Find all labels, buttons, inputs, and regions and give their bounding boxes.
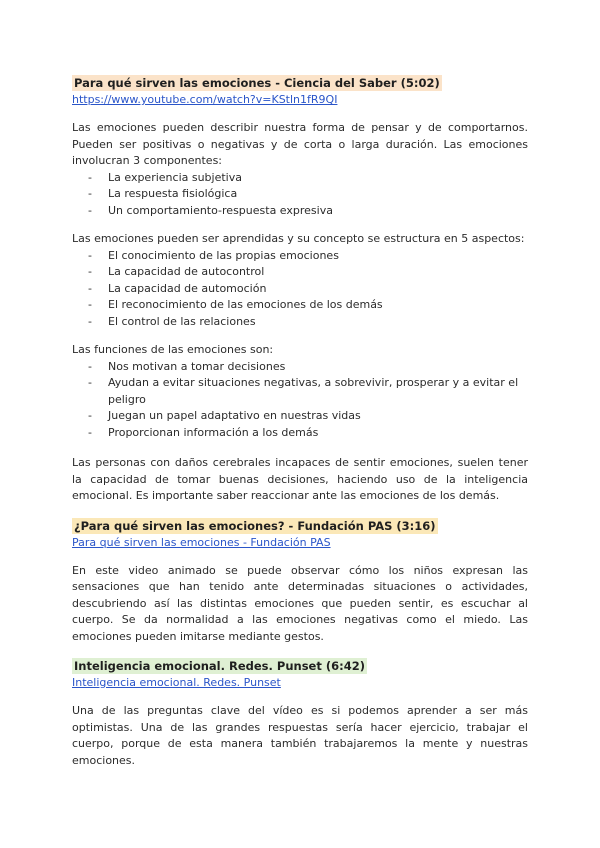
paragraph: En este video animado se puede observar cómo los niños expresan las sensaciones que han tenido ante determinadas situaciones o actividades, descubriendo así las distintas emociones que pueden sentir, es escuchar al cuerpo. Se da normalidad a las emociones negativas como el miedo. Las emociones pueden imitarse mediante gestos. <box>72 563 528 643</box>
section-redes-punset <box>72 655 528 769</box>
aspects-list <box>72 248 528 331</box>
list-item: - El reconocimiento de las emociones de los demás <box>88 298 383 311</box>
functions-list <box>72 359 528 442</box>
list-item: - Juegan un papel adaptativo en nuestras vidas <box>88 409 361 422</box>
list-item: - La experiencia subjetiva <box>88 170 242 184</box>
paragraph: Las personas con daños cerebrales incapaces de sentir emociones, suelen tener la capacidad de tomar buenas decisiones, haciendo uso de la inteligencia emocional. Es importante saber reaccionar ante las emociones de los demás. <box>72 456 528 502</box>
paragraph: Las emociones pueden describir nuestra forma de pensar y de comportarnos. Pueden ser positivas o negativas y de corta o larga duración. Las emociones involucran 3 componentes: <box>72 121 528 167</box>
section-fundacion-pas <box>72 515 528 646</box>
paragraph: Una de las preguntas clave del vídeo es si podemos aprender a ser más optimistas. Una de las grandes respuestas sería hacer ejercicio, trabajar el cuerpo, porque de esta manera también trabajaremos la mente y nuestras emociones. <box>72 704 528 767</box>
section-ciencia-del-saber <box>72 72 528 505</box>
list-item: - El control de las relaciones <box>88 314 256 328</box>
list-item: - Proporcionan información a los demás <box>88 425 319 439</box>
paragraph: Las funciones de las emociones son: <box>72 343 274 356</box>
paragraph: Las emociones pueden ser aprendidas y su concepto se estructura en 5 aspectos: <box>72 232 525 245</box>
section-title: Inteligencia emocional. Redes. Punset (6:42) <box>74 659 365 673</box>
list-item: - Nos motivan a tomar decisiones <box>88 359 286 373</box>
list-item: - El conocimiento de las propias emociones <box>88 248 339 262</box>
list-item: - La capacidad de automoción <box>88 281 267 295</box>
components-list <box>72 170 528 220</box>
list-item: - La respuesta fisiológica <box>88 187 238 200</box>
list-item: - Un comportamiento-respuesta expresiva <box>88 203 333 217</box>
section-title: Para qué sirven las emociones - Ciencia del Saber (5:02) <box>74 76 440 90</box>
list-item: - Ayudan a evitar situaciones negativas, a sobrevivir, prosperar y a evitar el peligro <box>88 376 519 406</box>
video-link[interactable]: Inteligencia emocional. Redes. Punset <box>72 676 281 689</box>
video-link[interactable]: https://www.youtube.com/watch?v=KStln1fR9QI <box>72 93 338 106</box>
list-item: - La capacidad de autocontrol <box>88 265 265 278</box>
section-title: ¿Para qué sirven las emociones? - Fundación PAS (3:16) <box>74 518 436 533</box>
video-link[interactable]: Para qué sirven las emociones - Fundación PAS <box>72 535 331 549</box>
